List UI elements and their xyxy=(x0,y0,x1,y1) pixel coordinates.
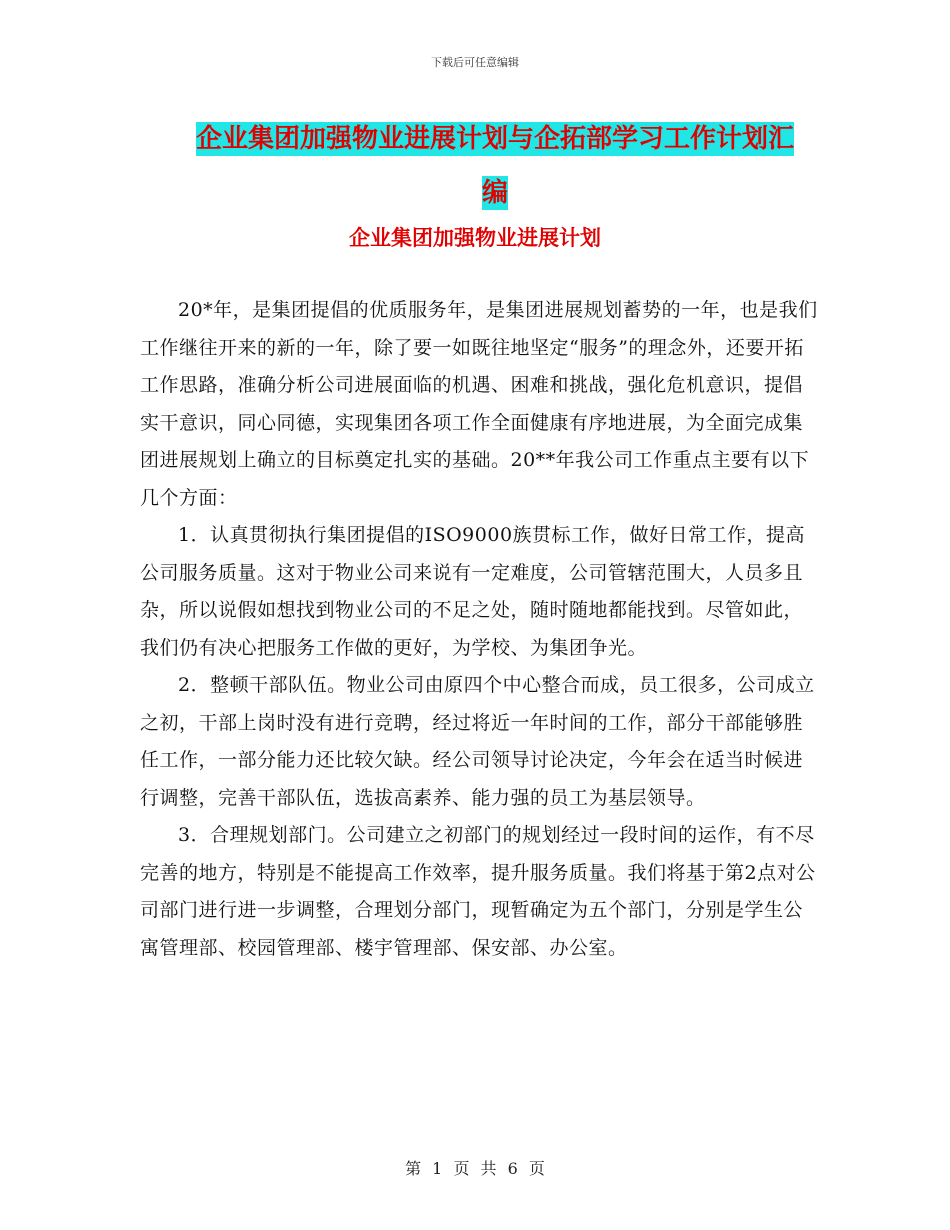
document-body xyxy=(140,292,820,967)
body-paragraph: 1．认真贯彻执行集团提倡的ISO9000族贯标工作，做好日常工作，提高公司服务质量。这对于物业公司来说有一定难度，公司管辖范围大，人员多且杂，所以说假如想找到物业公司的不足之处，随时随地都能找到。尽管如此，我们仍有决心把服务工作做的更好，为学校、为集团争光。 xyxy=(140,524,806,659)
body-paragraph: 20*年，是集团提倡的优质服务年，是集团进展规划蓄势的一年，也是我们工作继往开来的新的一年，除了要一如既往地坚定“服务”的理念外，还要开拓工作思路，准确分析公司进展面临的机遇、困难和挑战，强化危机意识，提倡实干意识，同心同德，实现集团各项工作全面健康有序地进展，为全面完成集团进展规划上确立的目标奠定扎实的基础。20**年我公司工作重点主要有以下几个方面： xyxy=(140,299,818,509)
document-title xyxy=(150,112,840,220)
page-number: 第 1 页 共 6 页 xyxy=(405,1159,545,1178)
document-title-line1: 企业集团加强物业进展计划与企拓部学习工作计划汇 xyxy=(195,124,794,154)
body-paragraph: 2．整顿干部队伍。物业公司由原四个中心整合而成，员工很多，公司成立之初，干部上岗时没有进行竞聘，经过将近一年时间的工作，部分干部能够胜任工作，一部分能力还比较欠缺。经公司领导讨论决定，今年会在适当时候进行调整，完善干部队伍，选拔高素养、能力强的员工为基层领导。 xyxy=(140,674,815,809)
section-title: 企业集团加强物业进展计划 xyxy=(349,226,601,250)
document-title-line2: 编 xyxy=(481,178,508,208)
body-paragraph: 3．合理规划部门。公司建立之初部门的规划经过一段时间的运作，有不尽完善的地方，特别是不能提高工作效率，提升服务质量。我们将基于第2点对公司部门进行进一步调整，合理划分部门，现暂确定为五个部门，分别是学生公寓管理部、校园管理部、楼宇管理部、保安部、办公室。 xyxy=(140,824,816,959)
page-header-note: 下载后可任意编辑 xyxy=(431,56,519,69)
